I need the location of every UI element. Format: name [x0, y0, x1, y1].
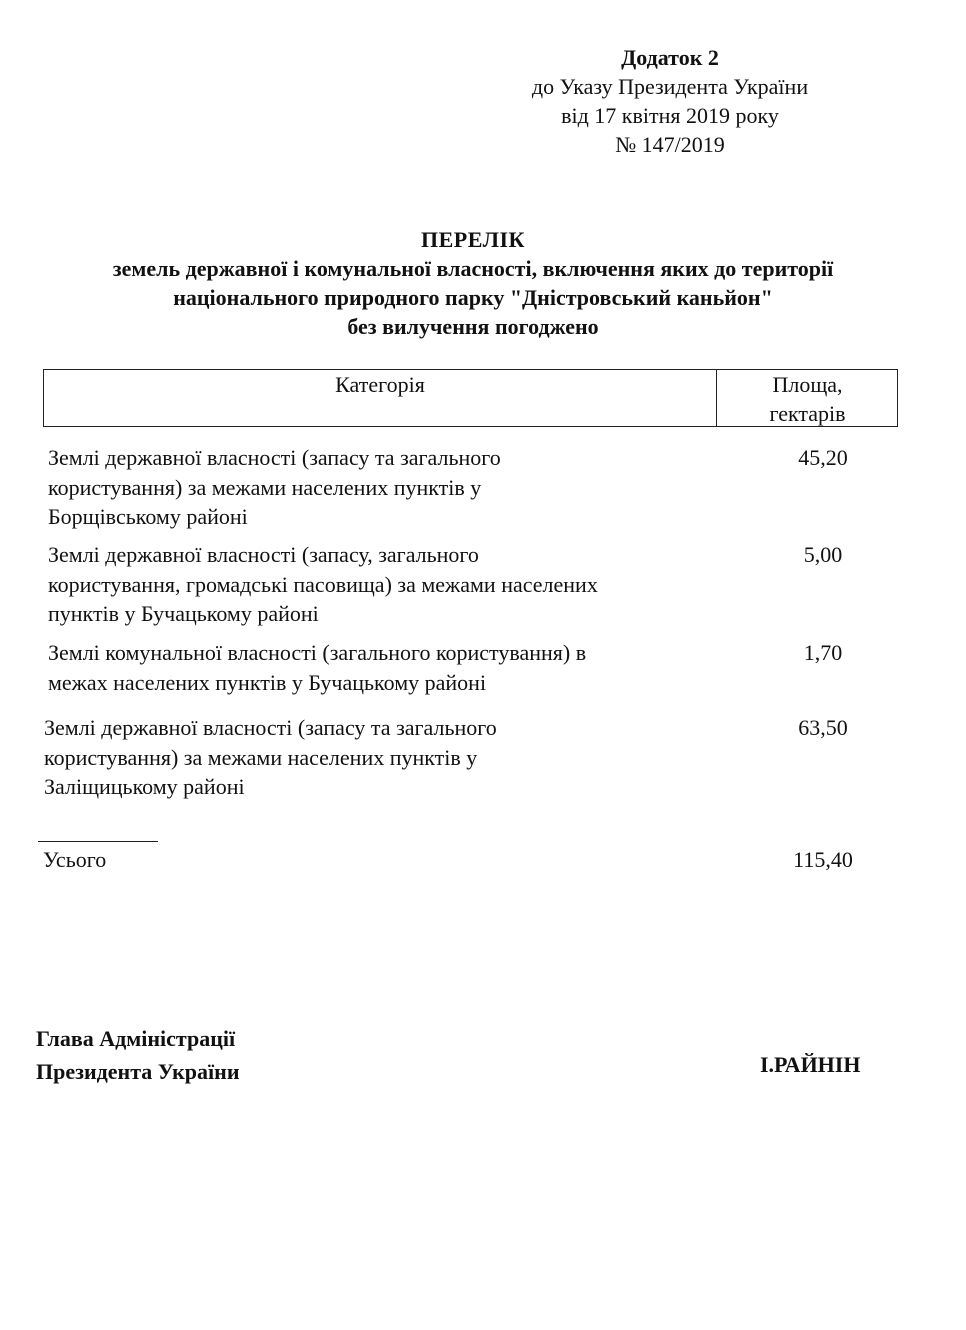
- column-header-area-line1: Площа,: [772, 372, 843, 397]
- annex-title: Додаток 2: [621, 45, 719, 70]
- heading-line-1: земель державної і комунальної власності, включення яких до території: [112, 256, 834, 281]
- row-area: 63,50: [798, 715, 848, 740]
- row-area: 5,00: [803, 542, 843, 567]
- signature-name: І.РАЙНІН: [760, 1052, 861, 1077]
- heading-line-2: національного природного парку "Дністровський каньйон": [173, 285, 773, 310]
- total-separator-line: [38, 841, 158, 842]
- column-header-area: [718, 370, 897, 426]
- row-category-line: Землі державної власності (запасу та загального: [44, 715, 497, 740]
- heading-line-3: без вилучення погоджено: [347, 314, 599, 339]
- row-category-line: Землі державної власності (запасу, загального: [48, 542, 479, 567]
- row-category-line: користування) за межами населених пунктів у: [48, 474, 482, 500]
- signature-position-line2: Президента України: [36, 1059, 240, 1084]
- column-header-area-line2: гектарів: [769, 401, 846, 426]
- row-category: [48, 443, 698, 532]
- annex-number-line: № 147/2019: [615, 132, 725, 157]
- row-category-line: межах населених пунктів у Бучацькому районі: [48, 669, 487, 695]
- column-header-category: Категорія: [44, 370, 717, 426]
- total-label: Усього: [43, 847, 107, 872]
- annex-block: [480, 43, 860, 159]
- signature-position-line1: Глава Адміністрації: [36, 1026, 236, 1051]
- heading-title: ПЕРЕЛІК: [420, 227, 525, 252]
- annex-date-line: від 17 квітня 2019 року: [561, 103, 779, 128]
- row-category-line: Землі державної власності (запасу та загального: [48, 445, 501, 470]
- signature-position: [36, 1022, 240, 1088]
- total-value: 115,40: [793, 847, 853, 872]
- row-category-line: Землі комунальної власності (загального користування) в: [48, 640, 587, 665]
- annex-decree-line: до Указу Президента України: [531, 74, 809, 99]
- document-heading: [40, 225, 906, 341]
- row-category: [44, 713, 694, 802]
- row-category-line: пунктів у Бучацькому районі: [48, 601, 319, 626]
- row-area: 1,70: [803, 640, 843, 665]
- row-category: [48, 540, 708, 629]
- row-category: [48, 638, 698, 697]
- row-area: 45,20: [798, 445, 848, 470]
- row-category-line: користування, громадські пасовища) за межами населених: [48, 571, 598, 597]
- row-category-line: Борщівському районі: [48, 504, 248, 529]
- row-category-line: користування) за межами населених пунктів у: [44, 744, 478, 770]
- table-header: [43, 369, 898, 427]
- row-category-line: Заліщицькому районі: [44, 774, 245, 799]
